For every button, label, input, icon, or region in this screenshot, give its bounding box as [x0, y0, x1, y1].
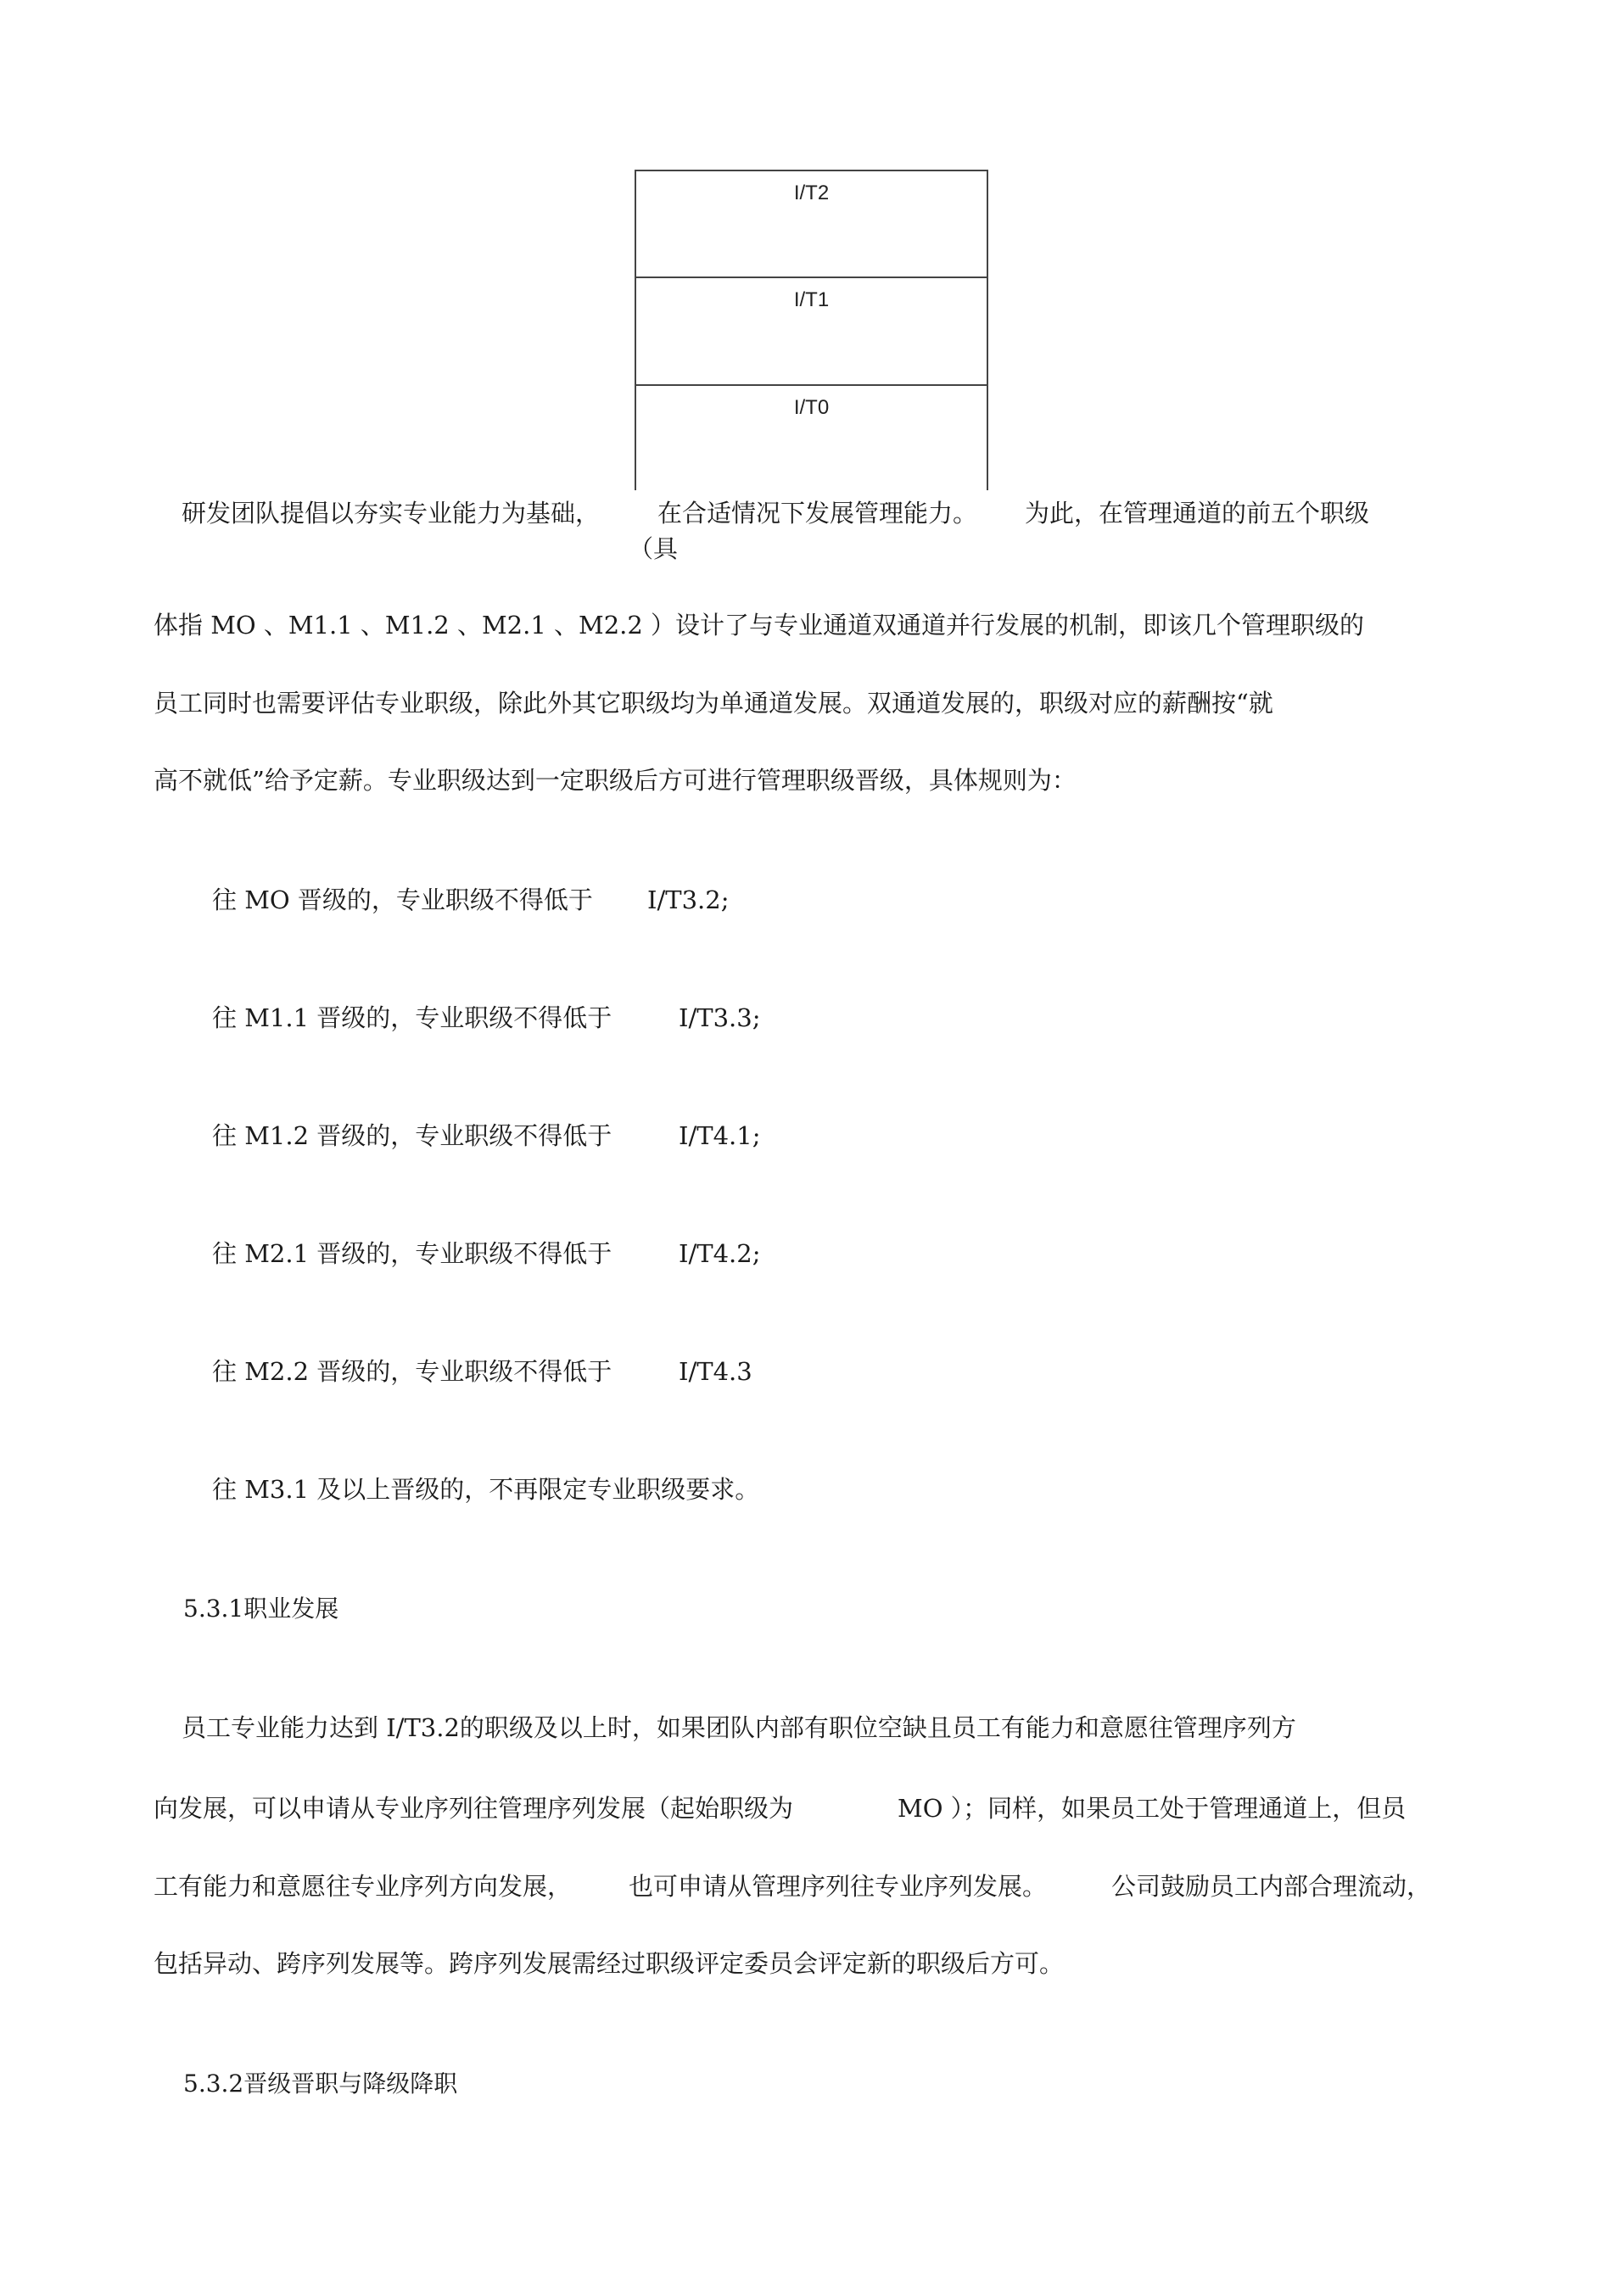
section-text: 员工专业能力达到 I/T3.2的职级及以上时，如果团队内部有职位空缺且员工有能力和意愿往管理序列方 — [182, 1713, 1296, 1742]
rule-level: I/T3.2; — [647, 885, 730, 914]
intro-text: 在合适情况下发展管理能力。 — [657, 499, 978, 528]
level-label: I/T0 — [793, 396, 830, 419]
rule-level: I/T4.2; — [679, 1239, 761, 1268]
intro-text: 体指 MO 、M1.1 、M1.2 、M2.1 、M2.2 ）设计了与专业通道双通道并行发展的机制，即该几个管理职级的 — [154, 611, 1365, 640]
rule-text: 往 M1.2 晋级的，专业职级不得低于 — [212, 1121, 612, 1150]
section-text: 向发展，可以申请从专业序列往管理序列发展（起始职级为 — [154, 1794, 794, 1823]
rule-level: I/T4.3 — [679, 1357, 752, 1386]
intro-text: 高不就低”给予定薪。专业职级达到一定职级后方可进行管理职级晋级，具体规则为： — [154, 766, 1077, 795]
level-diagram — [635, 170, 988, 490]
rule-text: 往 M2.1 晋级的，专业职级不得低于 — [212, 1239, 612, 1268]
level-cell-it1 — [636, 278, 987, 386]
intro-text: （具 — [629, 534, 679, 563]
rule-text: 往 M1.1 晋级的，专业职级不得低于 — [212, 1003, 612, 1032]
section-text: 公司鼓励员工内部合理流动， — [1111, 1872, 1432, 1901]
level-label: I/T1 — [793, 288, 830, 311]
section-heading: 5.3.1职业发展 — [183, 1595, 339, 1623]
section-text: 包括异动、跨序列发展等。跨序列发展需经过职级评定委员会评定新的职级后方可。 — [154, 1949, 1065, 1978]
level-label: I/T2 — [793, 182, 830, 204]
rule-text: 往 M3.1 及以上晋级的，不再限定专业职级要求。 — [212, 1475, 760, 1504]
section-text: 工有能力和意愿往专业序列方向发展， — [154, 1872, 573, 1901]
level-cell-it0 — [636, 386, 987, 492]
section-heading: 5.3.2晋级晋职与降级降职 — [183, 2070, 458, 2098]
section-text: 也可申请从管理序列往专业序列发展。 — [629, 1872, 1048, 1901]
intro-text: 员工同时也需要评估专业职级，除此外其它职级均为单通道发展。双通道发展的，职级对应的薪酬按“就 — [154, 689, 1273, 718]
rule-level: I/T4.1; — [679, 1121, 761, 1150]
rule-level: I/T3.3; — [679, 1003, 761, 1032]
rule-text: 往 M2.2 晋级的，专业职级不得低于 — [212, 1357, 612, 1386]
rule-text: 往 MO 晋级的，专业职级不得低于 — [212, 885, 593, 914]
section-text: MO ）；同样，如果员工处于管理通道上，但员 — [898, 1794, 1407, 1823]
intro-text: 为此，在管理通道的前五个职级 — [1025, 499, 1370, 528]
level-cell-it2 — [636, 171, 987, 278]
intro-text: 研发团队提倡以夯实专业能力为基础， — [182, 499, 601, 528]
